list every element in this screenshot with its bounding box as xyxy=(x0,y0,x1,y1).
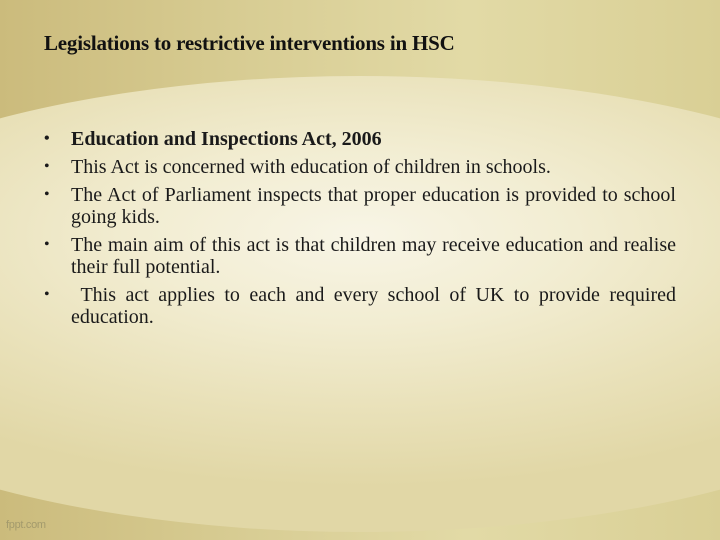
bullet-item xyxy=(44,284,682,328)
bullet-item xyxy=(44,128,676,150)
bullet-text: This Act is concerned with education of children in schools. xyxy=(71,156,551,178)
bullet-icon: • xyxy=(44,236,50,253)
bullet-text: The main aim of this act is that children may receive education and realise their full potential. xyxy=(71,234,676,278)
bullet-icon: • xyxy=(44,130,50,147)
bullet-text: This act applies to each and every school of UK to provide required education. xyxy=(71,284,682,328)
slide-title: Legislations to restrictive interventions in HSC xyxy=(44,31,455,55)
bullet-text: The Act of Parliament inspects that proper education is provided to school going kids. xyxy=(71,184,676,228)
bullet-item xyxy=(44,234,676,278)
bullet-list xyxy=(44,128,682,334)
bullet-text: Education and Inspections Act, 2006 xyxy=(71,128,382,150)
brand-watermark: fppt.com xyxy=(6,519,46,531)
bullet-icon: • xyxy=(44,186,50,203)
bullet-item xyxy=(44,156,676,178)
bullet-item xyxy=(44,184,676,228)
bullet-icon: • xyxy=(44,286,50,303)
bullet-icon: • xyxy=(44,158,50,175)
